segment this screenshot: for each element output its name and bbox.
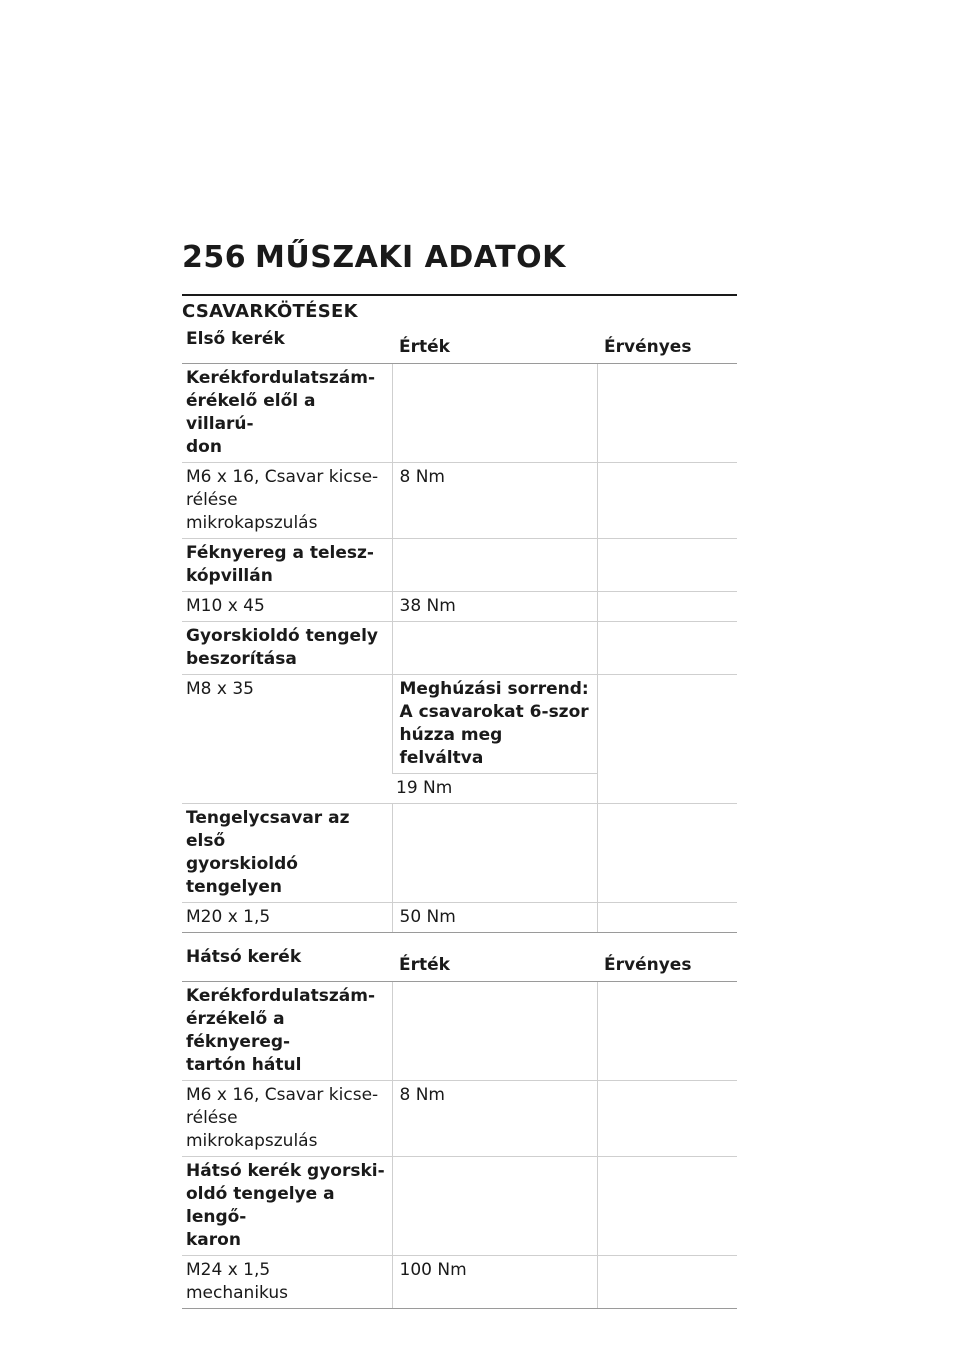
value-cell [392,1157,597,1256]
valid-cell [597,1256,737,1309]
table-row [182,982,737,1081]
rear-wheel-table [182,943,737,1309]
manual-page [182,240,737,1309]
column-header-value: Érték [392,943,597,982]
torque-value: 50 Nm [392,903,597,933]
page-number: 256 [182,240,247,275]
tightening-sequence-note: Meghúzási sorrend: A csavarokat 6-szor húzza meg felváltva [392,675,597,774]
part-name: Kerékfordulatszám- érékelő elől a villarú- don [182,364,392,463]
valid-cell [597,1157,737,1256]
table-spacer [182,933,737,943]
valid-cell [597,539,737,592]
part-name: Kerékfordulatszám- érzékelő a féknyereg- tartón hátul [182,982,392,1081]
value-cell [392,364,597,463]
bolt-spec: M24 x 1,5 mechanikus [182,1256,392,1309]
value-cell [392,622,597,675]
valid-cell [597,675,737,804]
table-header-row [182,325,737,364]
column-header-part: Hátsó kerék [182,943,392,982]
bolt-spec: M20 x 1,5 [182,903,392,933]
torque-value: 100 Nm [392,1256,597,1309]
column-header-valid: Érvényes [597,943,737,982]
table-row [182,1256,737,1309]
part-name: Féknyereg a telesz- kópvillán [182,539,392,592]
column-header-valid: Érvényes [597,325,737,364]
valid-cell [597,1081,737,1157]
valid-cell [597,364,737,463]
value-cell [392,539,597,592]
bolt-spec: M6 x 16, Csavar kicse- rélése mikrokapszulás [182,1081,392,1157]
header-divider [182,294,737,296]
valid-cell [597,982,737,1081]
valid-cell [597,622,737,675]
front-wheel-table [182,325,737,933]
value-cell [392,804,597,903]
table-header-row [182,943,737,982]
table-row [182,463,737,539]
torque-value: 19 Nm [392,774,597,804]
page-header [182,240,737,288]
part-name: Gyorskioldó tengely beszorítása [182,622,392,675]
torque-value: 38 Nm [392,592,597,622]
value-cell [392,982,597,1081]
table-row [182,539,737,592]
valid-cell [597,592,737,622]
table-row [182,1157,737,1256]
part-name: Hátsó kerék gyorski- oldó tengelye a lengő- karon [182,1157,392,1256]
part-name: Tengelycsavar az első gyorskioldó tengelyen [182,804,392,903]
torque-value: 8 Nm [392,1081,597,1157]
bolt-spec: M6 x 16, Csavar kicse- rélése mikrokapszulás [182,463,392,539]
table-row [182,804,737,903]
section-title: CSAVARKÖTÉSEK [182,301,358,322]
chapter-title: MŰSZAKI ADATOK [255,240,566,275]
table-row [182,592,737,622]
table-row [182,675,737,774]
valid-cell [597,463,737,539]
column-header-part: Első kerék [182,325,392,364]
table-row [182,364,737,463]
valid-cell [597,804,737,903]
bolt-spec: M10 x 45 [182,592,392,622]
bolt-spec: M8 x 35 [182,675,392,804]
torque-value: 8 Nm [392,463,597,539]
column-header-value: Érték [392,325,597,364]
valid-cell [597,903,737,933]
table-row [182,1081,737,1157]
table-row [182,622,737,675]
table-row [182,903,737,933]
